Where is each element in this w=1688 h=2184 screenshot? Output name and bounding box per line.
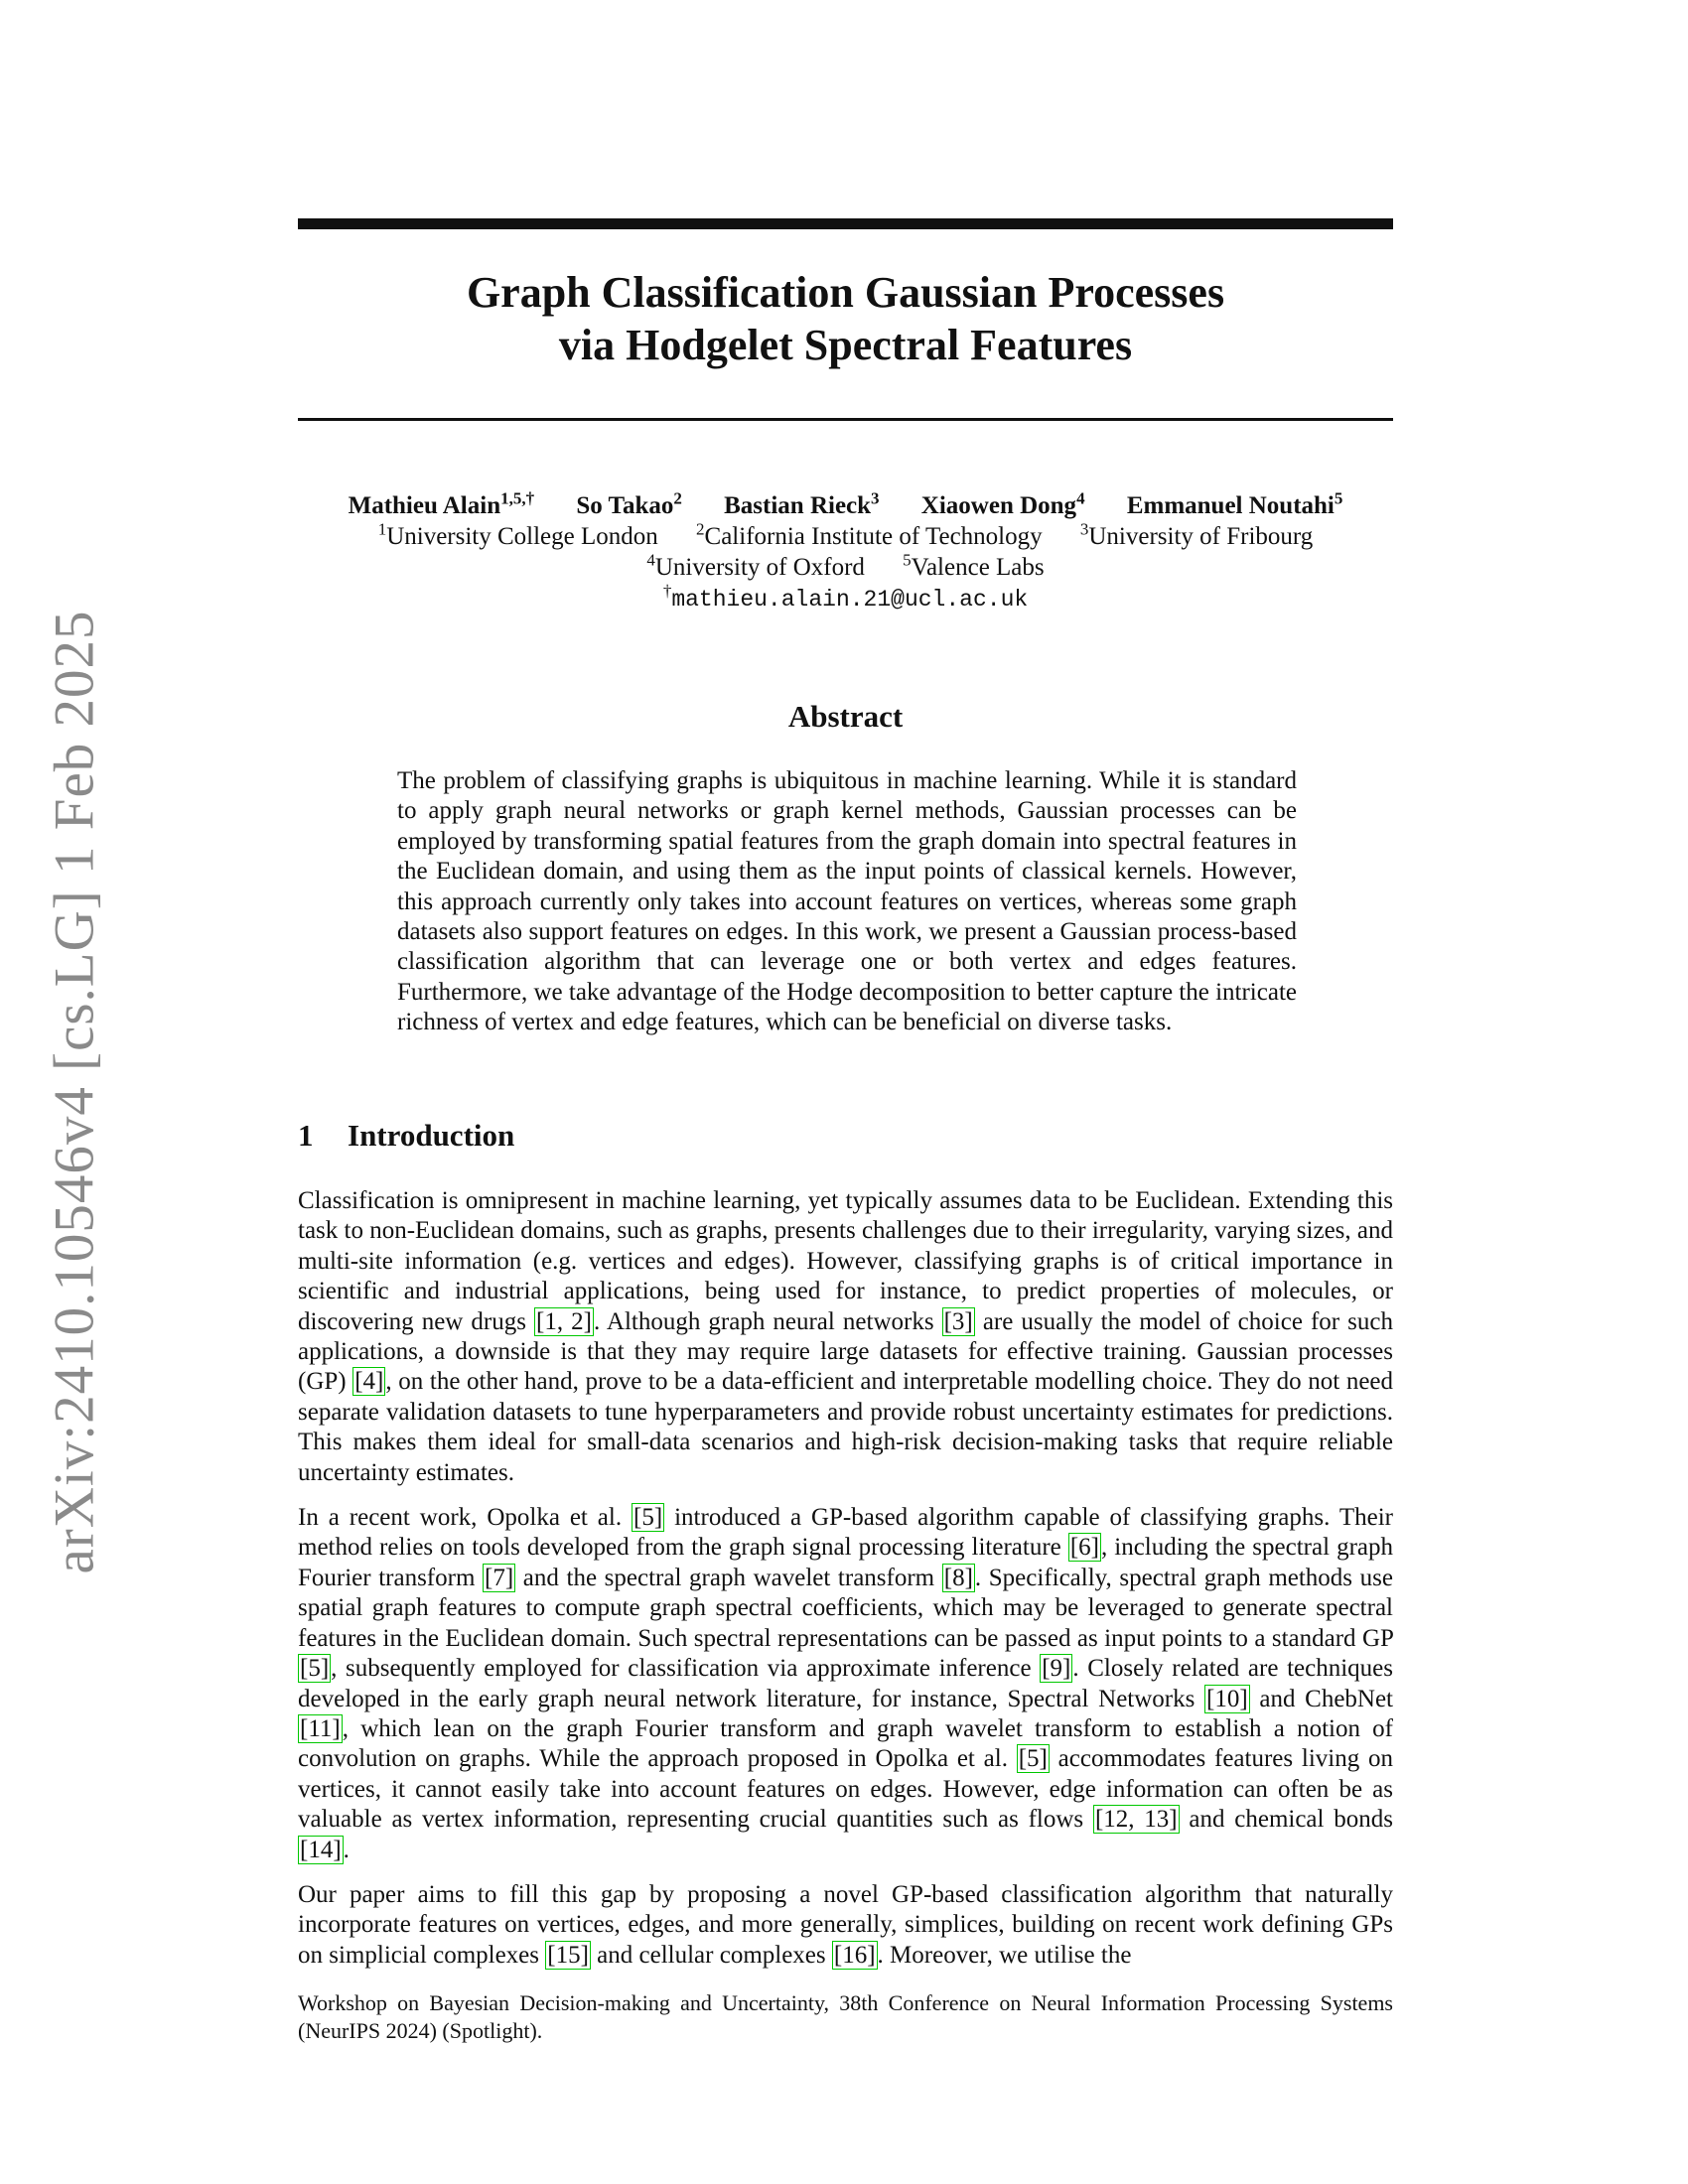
introduction-body [298,1186,1393,1985]
affiliation: $^4$University of Oxford [646,550,865,581]
citation-link[interactable]: [11] [300,1714,341,1742]
paper-title [298,266,1393,371]
abstract-text: The problem of classifying graphs is ubiquitous in machine learning. While it is standard to apply graph neural networks or graph kernel methods, Gaussian processes can be employed by transforming spatial features from the graph domain into spectral features in the Euclidean domain, and using them as the input points of classical kernels. However, this approach currently only takes into account features on vertices, whereas some graph datasets also support features on edges. In this work, we present a Gaussian process-based classification algorithm that can leverage one or both vertex and edges features. Furthermore, we take advantage of the Hodge decomposition to better capture the intricate richness of vertex and edge features, which can be beneficial on diverse tasks. [397,767,1297,1036]
contact-email: †mathieu.alain.21@ucl.ac.uk [662,581,1029,613]
affiliations-line-2 [298,552,1393,583]
author: Emmanuel Noutahi$^5$ [1126,488,1343,519]
paragraph: Our paper aims to fill this gap by proposing a novel GP-based classification algorithm that naturally incorporate features on vertices, edges, and more generally, simplices, building on recent work defining GPs on simplicial complexes [15] and cellular complexes [16]. Moreover, we utilise the [298,1880,1393,1969]
author: Bastian Rieck$^3$ [724,488,880,519]
paragraph: In a recent work, Opolka et al. [5] introduced a GP-based algorithm capable of classifying graphs. Their method relies on tools developed from the graph signal processing literature [6], including the spectral graph Fourier transform [7] and the spectral graph wavelet transform [8]. Specifically, spectral graph methods use spatial graph features to compute graph spectral coefficients, which may be leveraged to generate spectral features in the Euclidean domain. Such spectral representations can be passed as input points to a standard GP [5], subsequently employed for classification via approximate inference [9]. Closely related are techniques developed in the early graph neural network literature, for instance, Spectral Networks [10] and ChebNet [11], which lean on the graph Fourier transform and graph wavelet transform to establish a notion of convolution on graphs. While the approach proposed in Opolka et al. [5] accommodates features living on vertices, it cannot easily take into account features on edges. However, edge information can often be as valuable as vertex information, representing crucial quantities such as flows [12, 13] and chemical bonds [14]. [298,1504,1394,1863]
title-rule-bottom [298,418,1393,421]
affiliation: $^1$University College London [377,519,658,550]
citation-link[interactable]: [1, 2] [536,1307,592,1335]
citation-link[interactable]: [10] [1206,1685,1248,1712]
affiliation: $^5$Valence Labs [903,550,1045,581]
conference-footnote: Workshop on Bayesian Decision-making and Uncertainty, 38th Conference on Neural Information Processing Systems (NeurIPS 2024) (Spotlight). [298,1990,1393,2043]
citation-link[interactable]: [14] [300,1836,342,1863]
citation-link[interactable]: [6] [1069,1534,1099,1562]
author: Xiaowen Dong$^4$ [920,488,1085,519]
title-line-2: via Hodgelet Spectral Features [558,321,1133,369]
citation-link[interactable]: [5] [633,1504,663,1532]
author: Mathieu Alain$^{1,5,\dagger}$ [348,488,535,519]
email-address[interactable]: mathieu.alain.21@ucl.ac.uk [671,587,1029,613]
section-heading [298,1117,514,1155]
author-names [298,490,1393,521]
affiliations-line-1 [298,521,1393,552]
citation-link[interactable]: [8] [943,1564,973,1591]
title-rule-top [298,218,1393,229]
paragraph: Classification is omnipresent in machine learning, yet typically assumes data to be Euclidean. Extending this task to non-Euclidean domains, such as graphs, presents challenges due to their irregularity, varying sizes, and multi-site information (e.g. vertices and edges). However, classifying graphs is of critical importance in scientific and industrial applications, being used for instance, to predict properties of molecules, or discovering new drugs [1, 2]. Although graph neural networks [3] are usually the model of choice for such applications, a downside is that they may require large datasets for effective training. Gaussian processes (GP) [4], on the other hand, prove to be a data-efficient and interpretable modelling choice. They do not need separate validation datasets to tune hyperparameters and provide robust uncertainty estimates for predictions. This makes them ideal for small-data scenarios and high-risk decision-making tasks that require reliable uncertainty estimates. [298,1187,1394,1486]
citation-link[interactable]: [4] [354,1368,384,1396]
section-title: Introduction [348,1118,515,1153]
author: So Takao$^2$ [576,488,682,519]
section-number: 1 [298,1118,314,1153]
author-block [298,490,1393,615]
citation-link[interactable]: [3] [943,1307,973,1335]
citation-link[interactable]: [5] [1018,1745,1048,1773]
affiliation: $^3$University of Fribourg [1079,519,1314,550]
citation-link[interactable]: [12, 13] [1094,1806,1178,1834]
title-line-1: Graph Classification Gaussian Processes [466,268,1225,317]
citation-link[interactable]: [7] [485,1564,514,1591]
arxiv-identifier: arXiv:2410.10546v4 [cs.LG] 1 Feb 2025 [43,610,106,1574]
abstract-heading: Abstract [787,699,904,734]
citation-link[interactable]: [16] [833,1941,876,1969]
citation-link[interactable]: [15] [547,1941,589,1969]
affiliation: $^2$California Institute of Technology [696,519,1043,550]
citation-link[interactable]: [9] [1042,1655,1071,1683]
citation-link[interactable]: [5] [300,1655,330,1683]
